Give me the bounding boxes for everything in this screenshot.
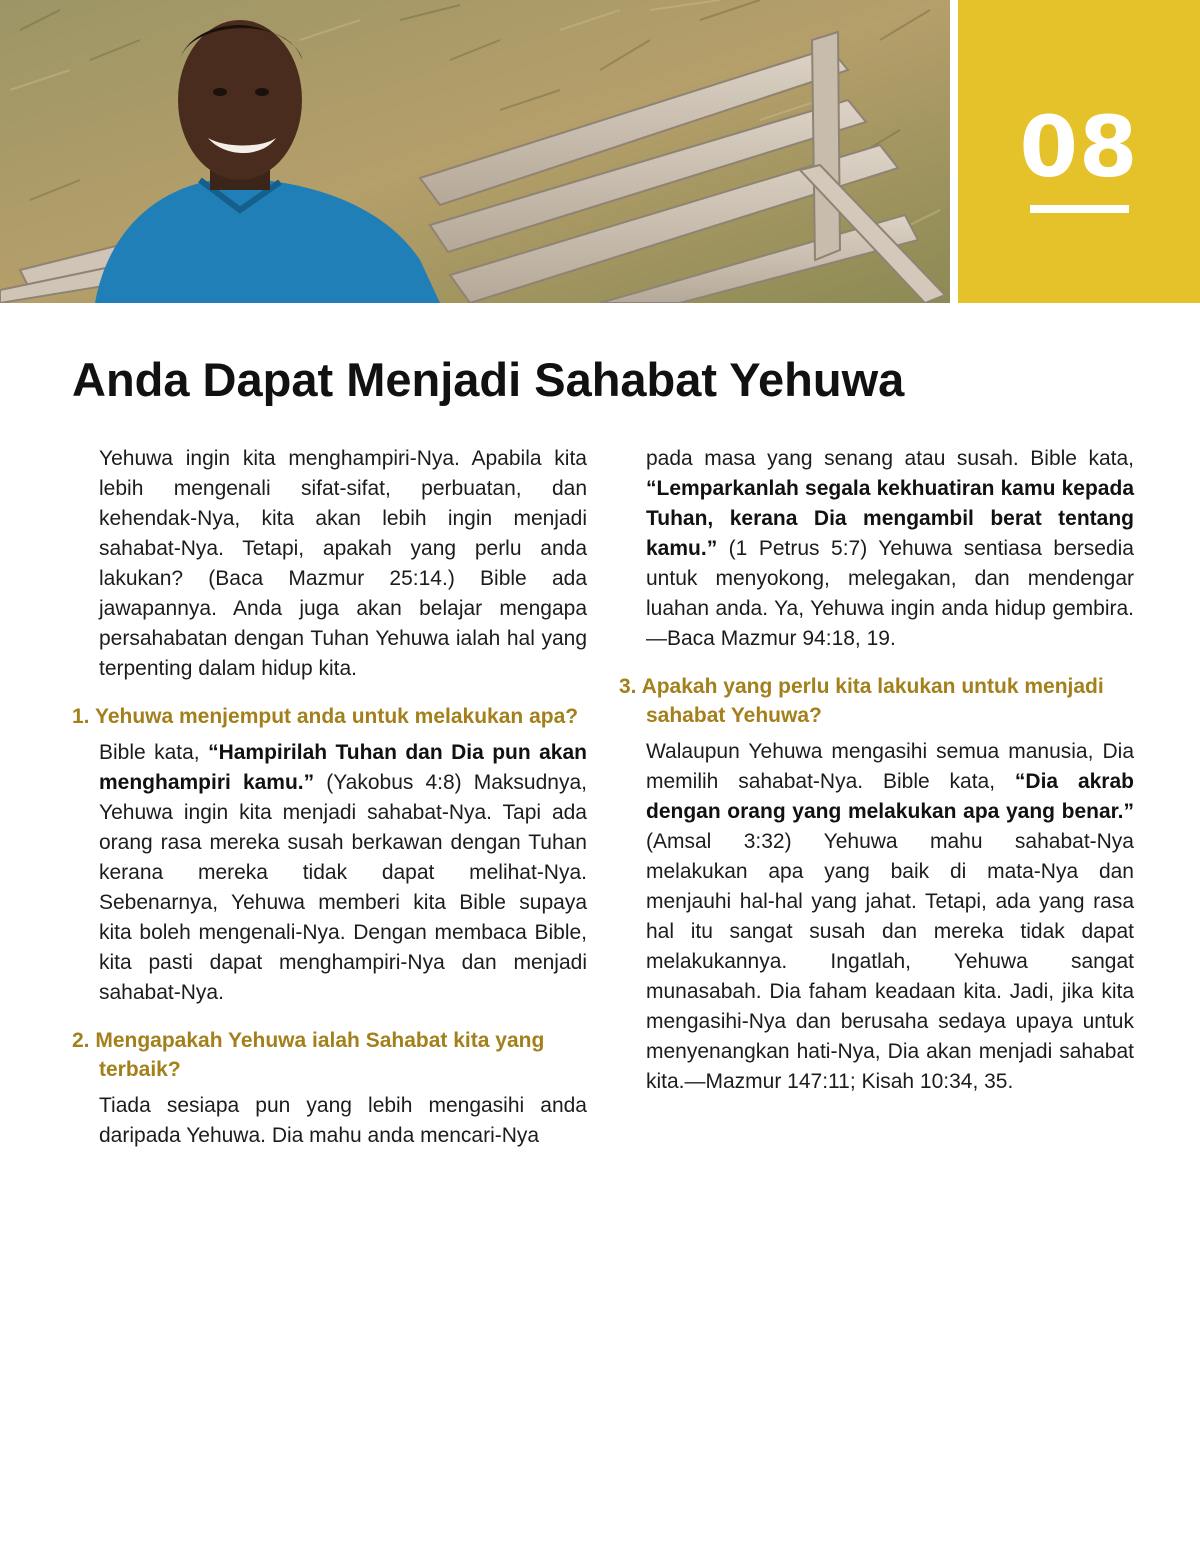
chapter-rule <box>1030 205 1129 213</box>
hero-photo <box>0 0 950 303</box>
answer-1-quote: “Hampirilah Tuhan dan Dia pun akan menghampiri kamu.” <box>99 741 587 794</box>
answer-3-lead: Walaupun Yehuwa mengasihi semua manusia, Dia memilih sahabat-Nya. Bible kata, <box>646 740 1134 793</box>
answer-3-rest: (Amsal 3:32) Yehuwa mahu sahabat-Nya melakukan apa yang baik di mata-Nya dan menjauhi hal-hal yang jahat. Tetapi, ada yang rasa hal itu sangat susah dan mereka tidak dapat melakukannya. Ingatlah, Yehuwa sangat munasabah. Dia faham keadaan kita. Jadi, jika kita mengasihi-Nya dan berusaha sedaya upaya untuk menyenangkan hati-Nya, Dia akan menjadi sahabat kita.—Mazmur 147:11; Kisah 10:34, 35. <box>646 830 1134 1093</box>
answer-3 <box>619 737 1134 1097</box>
answer-2-quote: “Lemparkanlah segala kekhuatiran kamu kepada Tuhan, kerana Dia mengambil berat tentang kamu.” <box>646 477 1134 560</box>
answer-2 <box>72 1091 587 1151</box>
answer-2-continued-text: pada masa yang senang atau susah. Bible kata, <box>646 447 1134 470</box>
answer-2-continued <box>619 444 1134 654</box>
answer-2-lead: Tiada sesiapa pun yang lebih mengasihi anda daripada Yehuwa. Dia mahu anda mencari-Nya <box>99 1094 587 1147</box>
page-title: Anda Dapat Menjadi Sahabat Yehuwa <box>72 353 905 406</box>
chapter-badge <box>958 0 1200 303</box>
left-column <box>72 444 587 1151</box>
chapter-number: 08 <box>1019 98 1139 196</box>
question-3: 3. Apakah yang perlu kita lakukan untuk menjadi sahabat Yehuwa? <box>619 675 1104 727</box>
answer-1-lead: Bible kata, <box>99 741 209 764</box>
question-2: 2. Mengapakah Yehuwa ialah Sahabat kita yang terbaik? <box>72 1029 545 1081</box>
answer-2-rest: (1 Petrus 5:7) Yehuwa sentiasa bersedia untuk menyokong, melegakan, dan mendengar luahan anda. Ya, Yehuwa ingin anda hidup gembira.—Baca Mazmur 94:18, 19. <box>646 537 1134 650</box>
intro-paragraph: Yehuwa ingin kita menghampiri-Nya. Apabila kita lebih mengenali sifat-sifat, perbuatan, dan kehendak-Nya, kita akan lebih ingin menjadi sahabat-Nya. Tetapi, apakah yang perlu anda lakukan? (Baca Mazmur 25:14.) Bible ada jawapannya. Anda juga akan belajar mengapa persahabatan dengan Tuhan Yehuwa ialah hal yang terpenting dalam hidup kita. <box>99 447 587 680</box>
answer-1 <box>72 738 587 1008</box>
answer-3-quote: “Dia akrab dengan orang yang melakukan apa yang benar.” <box>646 770 1134 823</box>
question-1: 1. Yehuwa menjemput anda untuk melakukan apa? <box>72 705 579 728</box>
answer-1-rest: (Yakobus 4:8) Maksudnya, Yehuwa ingin kita menjadi sahabat-Nya. Tapi ada orang rasa mereka susah berkawan dengan Tuhan kerana mereka tidak dapat melihat-Nya. Sebenarnya, Yehuwa memberi kita Bible supaya kita boleh mengenali-Nya. Dengan membaca Bible, kita pasti dapat menghampiri-Nya dan menjadi sahabat-Nya. <box>99 771 587 1004</box>
right-column <box>619 444 1134 1097</box>
